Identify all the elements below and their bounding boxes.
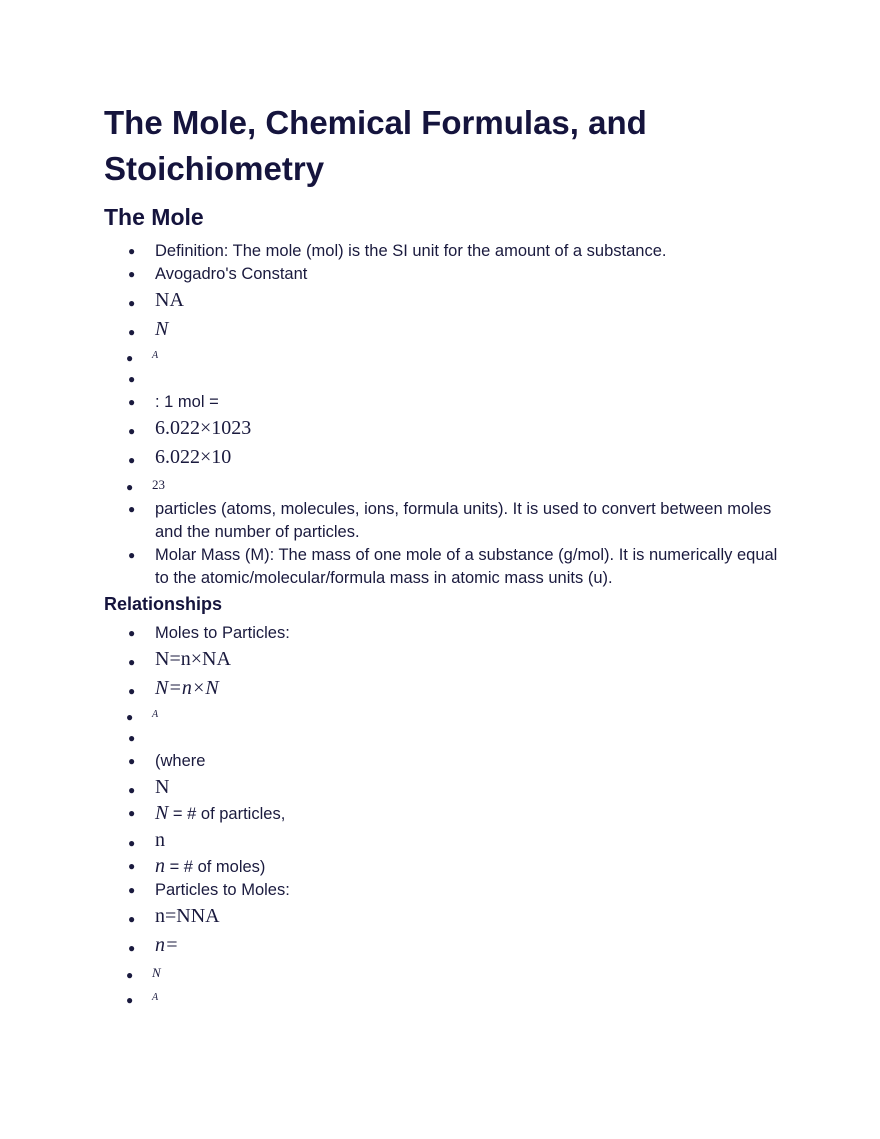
math-variable: n [155,855,165,877]
list-item [104,855,784,879]
list-item: ● n [104,826,784,855]
list-item: ● NA [104,286,784,315]
list-item: ● Molar Mass (M): The mass of one mole of a substance (g/mol). It is numerically equal to the atomic/molecular/formula mass in atomic mass units (u). [104,544,784,590]
list-item: ● N [104,773,784,802]
list-item: ● 23 [104,472,784,498]
list-item: ● n= [104,931,784,960]
list-item-text: = # of moles) [165,858,266,876]
list-item: ● A [104,703,784,727]
list-item: ● 6.022×10 [104,443,784,472]
list-item: ● N=n×NA [104,645,784,674]
list-item: ● N=n×N [104,674,784,703]
list-item: ● N [104,960,784,986]
list-item: ● 6.022×1023 [104,414,784,443]
list-item [104,802,784,826]
list-item [104,727,784,750]
list-item-text: = # of particles, [168,805,286,823]
mole-bullet-list [104,240,784,590]
list-item: ● (where [104,750,784,773]
math-variable: N [155,802,169,824]
section-heading-relationships: Relationships [104,594,223,614]
list-item: ● Definition: The mole (mol) is the SI unit for the amount of a substance. [104,240,784,263]
section-heading-the-mole: The Mole [104,204,204,230]
relationships-bullet-list [104,622,784,1010]
list-item: ● A [104,986,784,1010]
document-page [104,100,784,1010]
list-item: ● N [104,315,784,344]
list-item: ● A [104,344,784,368]
list-item: ● Avogadro's Constant [104,263,784,286]
list-item: ● n=NNA [104,902,784,931]
list-item: ● Particles to Moles: [104,879,784,902]
list-item: ● Moles to Particles: [104,622,784,645]
list-item: ● particles (atoms, molecules, ions, formula units). It is used to convert between moles and the number of particles. [104,498,784,544]
list-item [104,368,784,391]
document-title: The Mole, Chemical Formulas, and Stoichiometry [104,104,647,187]
list-item: ● : 1 mol = [104,391,784,414]
